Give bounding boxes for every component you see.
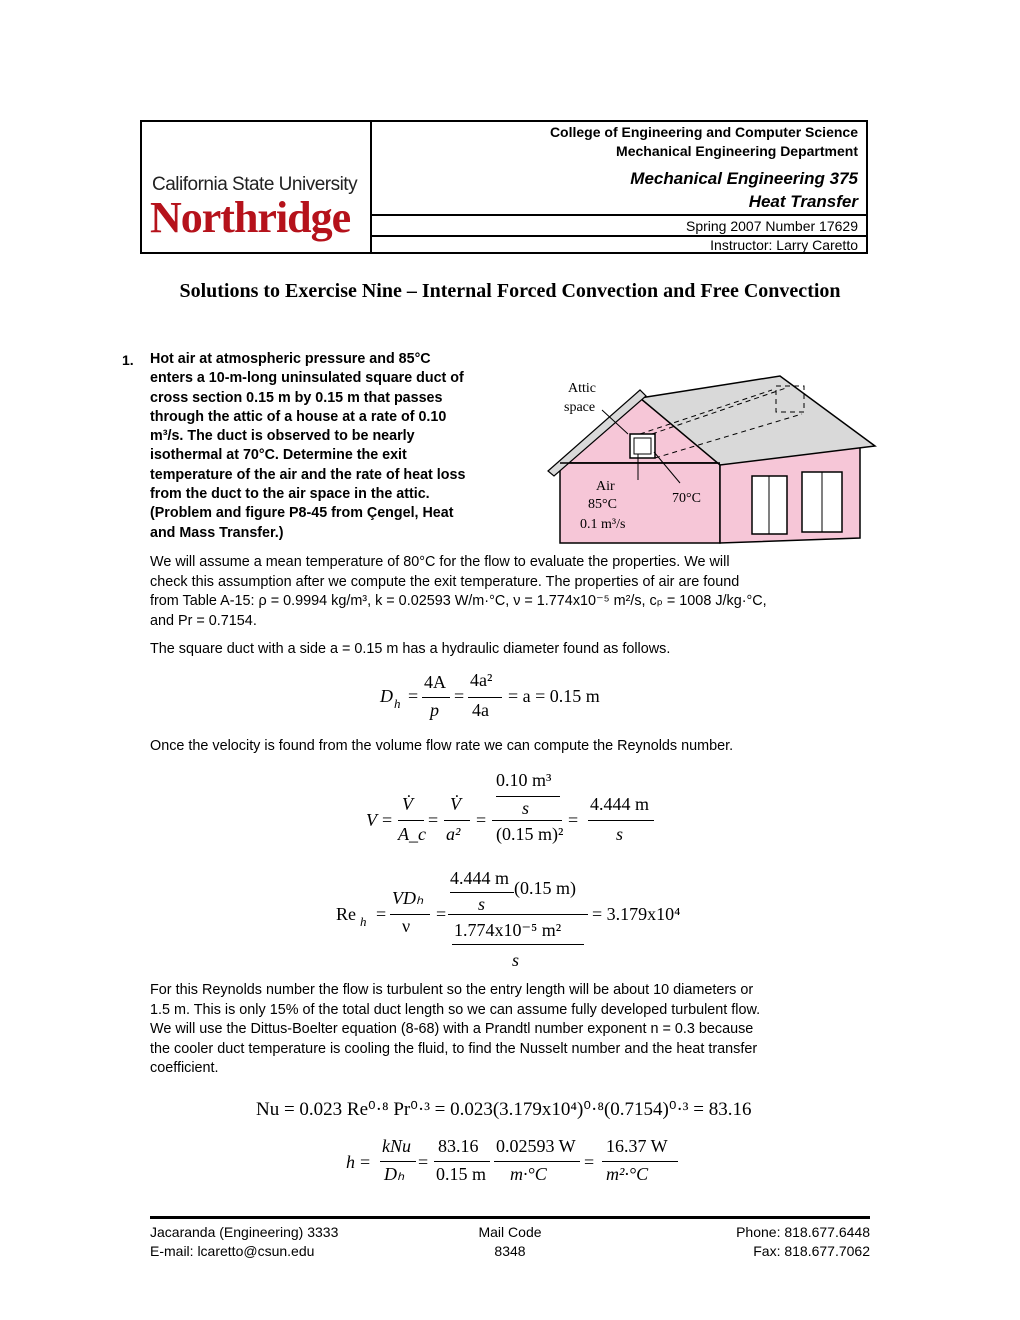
text-line: check this assumption after we compute the exit temperature. The properties of air are found	[150, 573, 740, 590]
eq-numerator: V̇	[402, 794, 413, 814]
fraction-bar	[398, 820, 424, 821]
eq-denominator: ν	[402, 916, 411, 936]
text-line: and Pr = 0.7154.	[150, 612, 257, 629]
eq-numerator: 4.444 m	[450, 868, 510, 888]
eq-denominator: p	[430, 700, 439, 720]
attic-label: space	[564, 400, 596, 415]
paragraph-velocity: Once the velocity is found from the volume flow rate we can compute the Reynolds number.	[150, 738, 734, 754]
eq-numerator: 0.02593 W	[496, 1136, 576, 1156]
problem-line: from the duct to the air space in the attic.	[150, 486, 430, 503]
eq-numerator: 83.16	[438, 1136, 479, 1156]
attic-duct-figure	[540, 368, 880, 548]
eq-numerator: 0.10 m³	[496, 770, 552, 790]
eq-denominator: 1.774x10⁻⁵ m²	[454, 920, 562, 940]
equation-velocity: V = V̇ A_c = V̇ a² = 0.10 m³ s (0.15 m)² = 4.444 m s	[366, 768, 686, 852]
course-name: Mechanical Engineering 375	[630, 169, 858, 188]
logo-university-name: California State University	[152, 174, 358, 195]
problem-number: 1.	[122, 352, 134, 368]
air-flow-label: 0.1 m³/s	[580, 517, 626, 532]
fraction-bar	[380, 1161, 416, 1162]
problem-line: Hot air at atmospheric pressure and 85°C	[150, 351, 431, 367]
eq-denominator: m·°C	[510, 1164, 547, 1184]
fraction-bar	[496, 796, 560, 797]
fraction-bar	[492, 820, 562, 821]
eq-denominator: A_c	[398, 824, 426, 844]
problem-line: temperature of the air and the rate of heat loss	[150, 466, 466, 483]
eq-denominator: m²·°C	[606, 1164, 649, 1184]
eq-result: = 3.179x10⁴	[592, 904, 681, 924]
department-name: Mechanical Engineering Department	[616, 143, 858, 159]
footer-mail-code: 8348	[494, 1243, 526, 1259]
college-name: College of Engineering and Computer Science	[549, 124, 858, 140]
logo-campus-name: Northridge	[150, 193, 351, 242]
eq-denominator: s	[616, 824, 624, 844]
eq-numerator: 16.37 W	[606, 1136, 668, 1156]
equation-nusselt: Nu = 0.023 Re⁰·⁸ Pr⁰·³ = 0.023(3.179x10⁴)⁰·⁸(0.7154)⁰·³ = 83.16	[256, 1099, 752, 1120]
fraction-bar	[602, 1161, 678, 1162]
course-title: Heat Transfer	[748, 192, 858, 211]
footer-email: E-mail: lcaretto@csun.edu	[150, 1243, 315, 1259]
problem-line: enters a 10-m-long uninsulated square duct of	[150, 370, 464, 387]
eq-symbol: D	[380, 686, 393, 706]
fraction-bar	[494, 1161, 580, 1162]
eq-denominator: 0.15 m	[436, 1164, 487, 1184]
problem-line: isothermal at 70°C. Determine the exit	[150, 447, 407, 464]
paragraph-properties	[150, 553, 870, 631]
air-label: Air	[596, 479, 615, 494]
eq-numerator: s	[478, 894, 486, 914]
letterhead	[140, 120, 868, 254]
equation-hydraulic-diameter: D h = 4A p = 4a² 4a = a = 0.15 m	[380, 670, 600, 720]
eq-subscript: h	[394, 696, 401, 711]
university-logo	[142, 122, 372, 252]
eq-symbol: V	[366, 810, 377, 830]
instructor: Instructor: Larry Caretto	[710, 237, 858, 253]
text-line: For this Reynolds number the flow is turbulent so the entry length will be about 10 diameters or	[150, 982, 754, 998]
footer-mail-code-label: Mail Code	[478, 1224, 542, 1240]
eq-numerator: 4a²	[470, 670, 493, 690]
eq-denominator: 4a	[472, 700, 489, 720]
eq-denominator: a²	[446, 824, 461, 844]
eq-numerator: 4.444 m	[590, 794, 650, 814]
eq-denominator: (0.15 m)²	[496, 824, 564, 844]
header-divider	[372, 214, 868, 216]
text-line: from Table A-15: ρ = 0.9994 kg/m³, k = 0.02593 W/m·°C, ν = 1.774x10⁻⁵ m²/s, cₚ = 1008 J/kg·°C,	[150, 593, 767, 609]
duct-temp-label: 70°C	[672, 491, 701, 506]
problem-line: and Mass Transfer.)	[150, 524, 284, 541]
eq-subscript: h	[360, 914, 367, 929]
fraction-bar	[450, 892, 514, 893]
course-info	[372, 122, 866, 252]
eq-numerator: s	[522, 798, 530, 818]
eq-numerator: (0.15 m)	[514, 878, 576, 898]
problem-line: m³/s. The duct is observed to be nearly	[150, 428, 415, 445]
text-line: the cooler duct temperature is cooling the fluid, to find the Nusselt number and the heat transfer	[150, 1040, 758, 1057]
eq-numerator: kNu	[382, 1136, 411, 1156]
footer-fax: Fax: 818.677.7062	[753, 1243, 870, 1259]
text-line: 1.5 m. This is only 15% of the total duct length so we can assume fully developed turbulent flow.	[150, 1001, 761, 1018]
eq-symbol: h	[346, 1152, 355, 1172]
fraction-bar	[448, 914, 588, 915]
eq-result: = a = 0.15 m	[508, 686, 600, 706]
text-line: coefficient.	[150, 1060, 219, 1076]
paragraph-hydraulic-diameter: The square duct with a side a = 0.15 m has a hydraulic diameter found as follows.	[150, 641, 671, 657]
eq-numerator: V̇	[450, 794, 461, 814]
eq-numerator: 4A	[424, 672, 446, 692]
equation-reynolds: Re h = VDₕ ν = 4.444 m s (0.15 m) 1.774x10⁻⁵ m² s = 3.179x10⁴	[336, 868, 681, 970]
fraction-bar	[434, 1161, 490, 1162]
fraction-bar	[422, 697, 450, 698]
eq-numerator: VDₕ	[392, 888, 424, 908]
problem-line: through the attic of a house at a rate of 0.10	[150, 408, 447, 425]
attic-label: Attic	[568, 381, 596, 396]
problem-line: (Problem and figure P8-45 from Çengel, Heat	[150, 505, 454, 522]
fraction-bar	[444, 820, 470, 821]
text-line: We will assume a mean temperature of 80°C for the flow to evaluate the properties. We will	[150, 554, 730, 570]
eq-denominator: s	[512, 950, 520, 970]
eq-symbol: Re	[336, 904, 356, 924]
text-line: We will use the Dittus-Boelter equation (8-68) with a Prandtl number exponent n = 0.3 because	[150, 1021, 754, 1037]
paragraph-turbulent-flow	[150, 981, 870, 1079]
footer-phone: Phone: 818.677.6448	[736, 1224, 870, 1240]
term-info: Spring 2007 Number 17629	[685, 218, 858, 234]
equation-heat-transfer-coefficient: h = kNu Dₕ = 83.16 0.15 m 0.02593 W m·°C = 16.37 W m²·°C	[346, 1134, 686, 1194]
fraction-bar	[452, 944, 584, 945]
fraction-bar	[390, 914, 430, 915]
air-temp-label: 85°C	[588, 497, 617, 512]
fraction-bar	[468, 697, 502, 698]
eq-denominator: Dₕ	[384, 1164, 405, 1184]
fraction-bar	[588, 820, 654, 821]
page-title: Solutions to Exercise Nine – Internal Forced Convection and Free Convection	[179, 280, 841, 302]
problem-statement	[150, 350, 530, 543]
footer-address: Jacaranda (Engineering) 3333	[150, 1224, 339, 1240]
problem-line: cross section 0.15 m by 0.15 m that passes	[150, 389, 443, 406]
footer-rule	[150, 1216, 870, 1219]
